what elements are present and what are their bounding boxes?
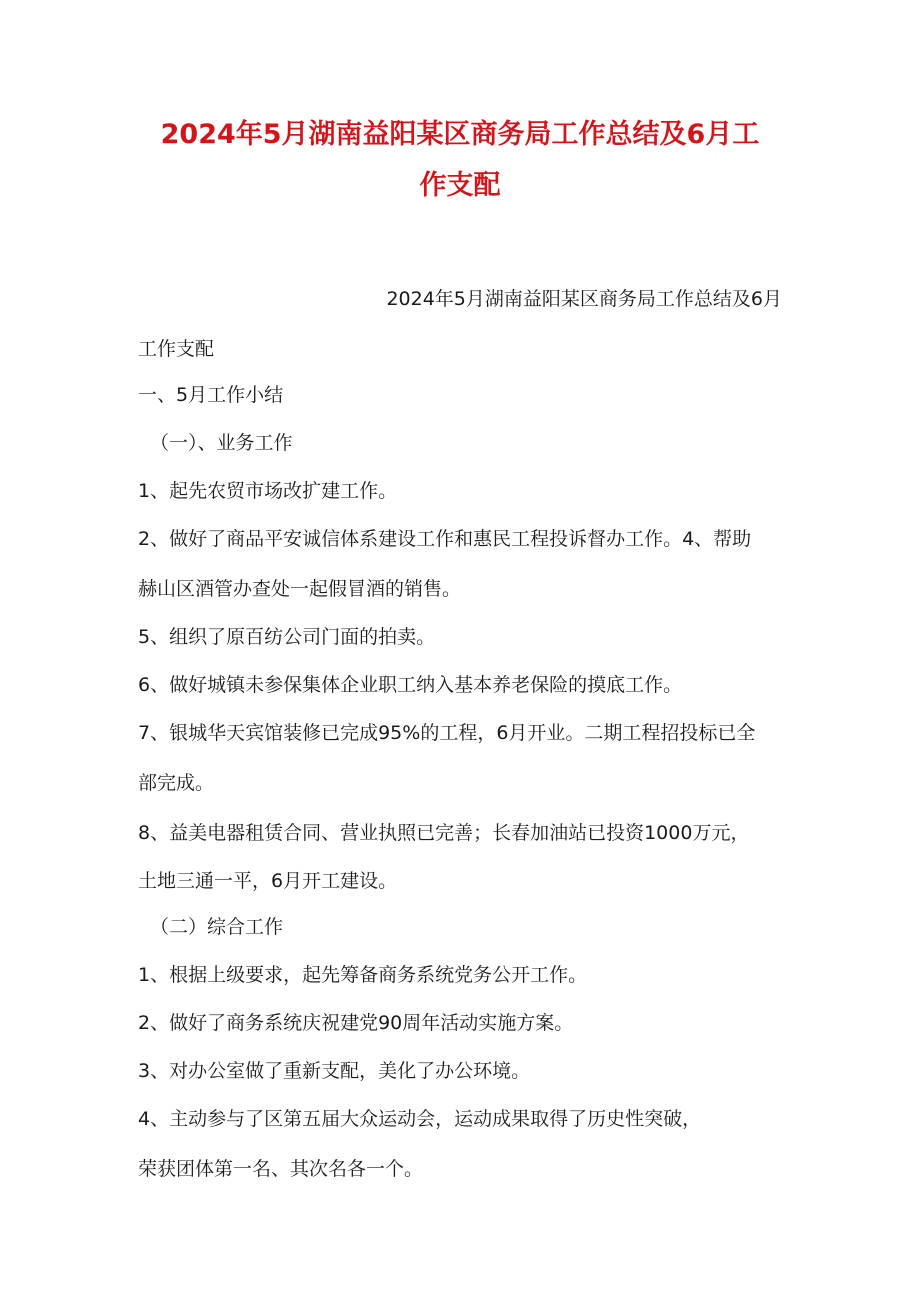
business-item-2-line-1: 2、做好了商品平安诚信体系建设工作和惠民工程投诉督办工作。4、帮助 (138, 528, 752, 550)
subsection-heading-business: （一）、业务工作 (150, 432, 293, 454)
business-item-7-line-1: 7、银城华天宾馆装修已完成95%的工程，6月开业。二期工程招投标已全 (138, 722, 756, 744)
business-item-8-line-1: 8、益美电器租赁合同、营业执照已完善；长春加油站已投资1000万元， (138, 822, 750, 844)
subsection-heading-general: （二）综合工作 (150, 916, 284, 938)
section-heading-may-summary: 一、5月工作小结 (138, 384, 284, 406)
subtitle-line-1: 2024年5月湖南益阳某区商务局工作总结及6月 (386, 288, 782, 310)
subtitle-line-2: 工作支配 (138, 338, 215, 360)
business-item-2-line-2: 赫山区酒管办查处一起假冒酒的销售。 (138, 578, 462, 600)
general-item-2: 2、做好了商务系统庆祝建党90周年活动实施方案。 (138, 1012, 574, 1034)
business-item-5: 5、组织了原百纺公司门面的拍卖。 (138, 626, 436, 648)
business-item-1: 1、起先农贸市场改扩建工作。 (138, 480, 398, 502)
document-title-line-1: 2024年5月湖南益阳某区商务局工作总结及6月工 (160, 119, 760, 150)
business-item-8-line-2: 土地三通一平，6月开工建设。 (138, 870, 398, 892)
business-item-6: 6、做好城镇未参保集体企业职工纳入基本养老保险的摸底工作。 (138, 674, 683, 696)
document-title-line-2: 作支配 (419, 170, 501, 201)
general-item-4-line-2: 荣获团体第一名、其次名各一个。 (138, 1158, 424, 1180)
general-item-1: 1、根据上级要求，起先筹备商务系统党务公开工作。 (138, 964, 588, 986)
general-item-4-line-1: 4、主动参与了区第五届大众运动会，运动成果取得了历史性突破， (138, 1108, 702, 1130)
general-item-3: 3、对办公室做了重新支配，美化了办公环境。 (138, 1060, 531, 1082)
business-item-7-line-2: 部完成。 (138, 772, 215, 794)
